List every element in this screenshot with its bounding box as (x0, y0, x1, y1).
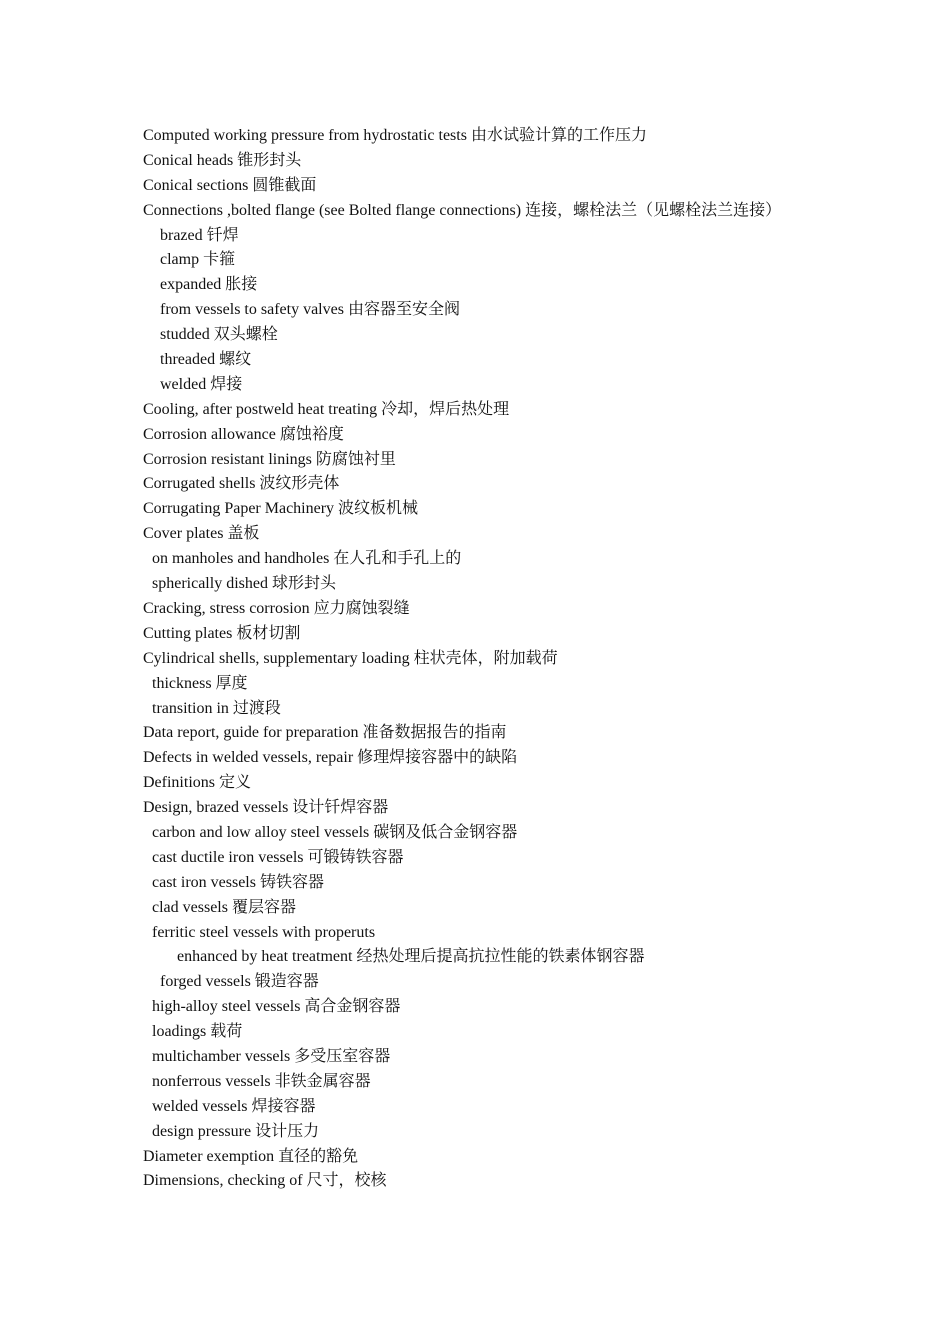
index-subentry: loadings 载荷 (152, 1023, 243, 1041)
index-subentry: spherically dished 球形封头 (152, 575, 336, 593)
index-entry: Corrugating Paper Machinery 波纹板机械 (143, 500, 419, 518)
index-subentry: carbon and low alloy steel vessels 碳钢及低合金钢容器 (152, 823, 518, 841)
index-subentry: clamp 卡箍 (160, 251, 236, 269)
index-entry: Cylindrical shells, supplementary loading 柱状壳体，附加载荷 (143, 649, 558, 667)
index-subentry: from vessels to safety valves 由容器至安全阀 (160, 301, 460, 319)
index-entry: Corrosion allowance 腐蚀裕度 (143, 425, 344, 443)
index-entry: Design, brazed vessels 设计钎焊容器 (143, 799, 389, 817)
index-subentry: cast ductile iron vessels 可锻铸铁容器 (152, 848, 404, 866)
index-subentry: welded vessels 焊接容器 (152, 1097, 316, 1115)
index-subentry: clad vessels 覆层容器 (152, 898, 296, 916)
index-entry: Connections ,bolted flange (see Bolted flange connections) 连接，螺栓法兰（见螺栓法兰连接） (143, 201, 782, 219)
index-subentry: multichamber vessels 多受压室容器 (152, 1047, 391, 1065)
index-entry: Corrosion resistant linings 防腐蚀衬里 (143, 450, 396, 468)
index-subentry: brazed 钎焊 (160, 226, 239, 244)
index-subentry: nonferrous vessels 非铁金属容器 (152, 1072, 371, 1090)
index-subentry: forged vessels 锻造容器 (160, 973, 319, 991)
index-subentry: design pressure 设计压力 (152, 1122, 320, 1140)
index-entry: Conical heads 锥形封头 (143, 151, 302, 169)
index-entry: Definitions 定义 (143, 774, 251, 792)
index-subentry: thickness 厚度 (152, 674, 248, 692)
index-subentry: transition in 过渡段 (152, 699, 281, 717)
index-entry: Diameter exemption 直径的豁免 (143, 1147, 359, 1165)
index-subentry: on manholes and handholes 在人孔和手孔上的 (152, 550, 462, 568)
index-entry: Corrugated shells 波纹形壳体 (143, 475, 340, 493)
index-entry: Defects in welded vessels, repair 修理焊接容器中的缺陷 (143, 749, 518, 767)
index-entry: Dimensions, checking of 尺寸，校核 (143, 1172, 387, 1190)
index-subentry-continuation: enhanced by heat treatment 经热处理后提高抗拉性能的铁素体钢容器 (177, 948, 645, 966)
index-subentry: threaded 螺纹 (160, 351, 252, 369)
index-entry: Conical sections 圆锥截面 (143, 176, 317, 194)
index-entry: Cooling, after postweld heat treating 冷却，焊后热处理 (143, 400, 510, 418)
document-page (143, 124, 808, 1194)
index-entry: Cutting plates 板材切割 (143, 624, 301, 642)
index-entry: Computed working pressure from hydrostatic tests 由水试验计算的工作压力 (143, 127, 647, 144)
index-subentry: high-alloy steel vessels 高合金钢容器 (152, 998, 401, 1016)
index-entry: Cover plates 盖板 (143, 525, 260, 543)
index-subentry: ferritic steel vessels with properuts (152, 923, 376, 941)
index-entry: Data report, guide for preparation 准备数据报告的指南 (143, 724, 507, 742)
index-subentry: expanded 胀接 (160, 276, 258, 294)
index-subentry: cast iron vessels 铸铁容器 (152, 873, 324, 891)
index-subentry: studded 双头螺栓 (160, 326, 278, 344)
index-subentry: welded 焊接 (160, 375, 243, 393)
index-entry: Cracking, stress corrosion 应力腐蚀裂缝 (143, 599, 410, 617)
